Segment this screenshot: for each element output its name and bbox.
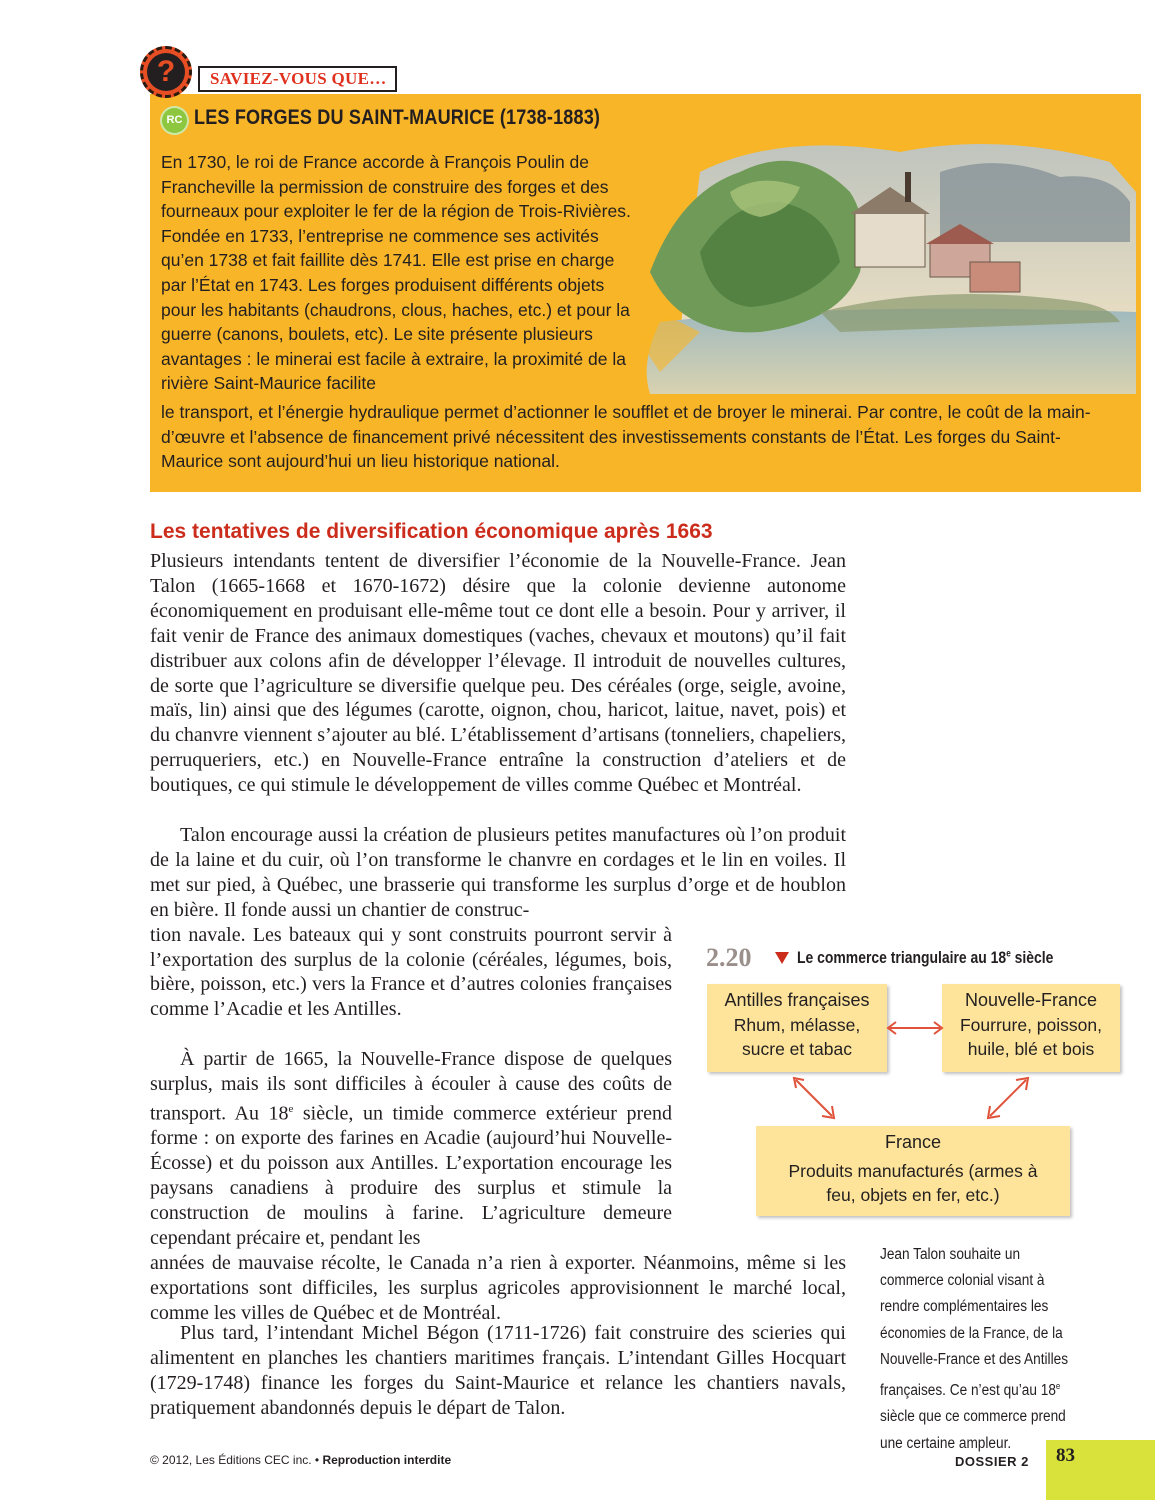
box-france-desc: Produits manufacturés (armes à feu, objets en fer, etc.) bbox=[788, 1161, 1038, 1205]
paragraph-3-part-a: À partir de 1665, la Nouvelle-France dispose de quelques surplus, mais ils sont difficiles à écouler à cause des coûts de transport. Au bbox=[150, 1048, 672, 1125]
figure-title-b: siècle bbox=[1010, 948, 1054, 967]
caption-part-b: siècle que ce commerce prend une certaine ampleur. bbox=[880, 1408, 1066, 1452]
paragraph-2-full: Talon encourage aussi la création de plusieurs petites manufactures où l’on produit de la laine et du cuir, où l’on transforme le chanvre en cordages et le lin en voiles. Il met sur pied, à Québec, une brasserie qui transforme les surplus d’orge et de houblon en bière. Il fonde aussi un chantier de construc- bbox=[150, 824, 846, 921]
caption-part-a: Jean Talon souhaite un commerce colonial visant à rendre complémentaires les économies de la France, de la Nouvelle-France et des Antilles françaises. Ce n’est qu’au 18 bbox=[880, 1246, 1069, 1400]
dossier-label: DOSSIER 2 bbox=[955, 1454, 1029, 1469]
figure-title-sup: e bbox=[1006, 948, 1011, 960]
footer-copyright bbox=[150, 1453, 451, 1467]
question-mark-glyph: ? bbox=[147, 53, 185, 91]
paragraph-2-narrow: tion navale. Les bateaux qui y sont construits pourront servir à l’exportation des surplus de la colonie (céréales, légumes, bois, bière, poisson, etc.) vers la France et d’autres colonies françaises comme l’Acadie et les Antilles. bbox=[150, 923, 672, 1021]
sidebar-title: LES FORGES DU SAINT-MAURICE (1738-1883) bbox=[194, 106, 601, 129]
paragraph-3-full: années de mauvaise récolte, le Canada n’a rien à exporter. Néanmoins, même si les exportations sont difficiles, les surplus agricoles approvisionnent le marché local, comme les villes de Québec et de Montréal. bbox=[150, 1251, 846, 1324]
figure-title bbox=[797, 948, 1053, 968]
box-nouvelle-france-title: Nouvelle-France bbox=[964, 990, 1098, 1010]
question-mark-icon bbox=[140, 46, 192, 98]
reproduction-notice: Reproduction interdite bbox=[322, 1453, 452, 1467]
section-heading: Les tentatives de diversification économique après 1663 bbox=[150, 520, 713, 543]
paragraph-1: Plusieurs intendants tentent de diversifier l’économie de la Nouvelle-France. Jean Talon (1665-1668 et 1670-1672) désire que la colonie devienne autonome économiquement en produisant elle-même tout ce dont elle a besoin. Pour y arriver, il fait venir de France des animaux domestiques (vaches, chevaux et moutons) qu’il fait distribuer aux colons afin de développer l’élevage. Il introduit de nouvelles cultures, de sorte que l’agriculture se diversifie quelque peu. Des céréales (orge, seigle, avoine, maïs, lin) ainsi que des légumes (carotte, oignon, chou, haricot, laitue, navet, pois) et du chanvre viennent s’ajouter au blé. L’établissement d’artisans (tonneliers, chapeliers, perruqueriers, etc.) en Nouvelle-France entraîne la construction d’ateliers et de boutiques, ce qui stimule le développement de villes comme Québec et Montréal. bbox=[150, 550, 846, 797]
box-antilles-title: Antilles françaises bbox=[724, 990, 870, 1010]
trade-arrows bbox=[700, 1010, 1140, 1130]
sidebar-paragraph-a: En 1730, le roi de France accorde à François Poulin de Francheville la permission de construire des forges et des fourneaux pour exploiter le fer de la région de Trois-Rivières. Fondée en 1733, l’entreprise ne commence ses activités qu’en 1738 et fait faillite dès 1741. Elle est prise en charge par l’État en 1743. Les forges produisent différents objets pour les habitants (chaudrons, clous, haches, etc.) et pour la guerre (canons, boulets, etc). Le site présente plusieurs avantages : le minerai est facile à extraire, la proximité de la rivière Saint-Maurice facilite bbox=[161, 152, 631, 394]
arrow-nouvelle-france-france bbox=[990, 1080, 1026, 1116]
saviez-vous-que-tag: SAVIEZ-VOUS QUE… bbox=[198, 66, 397, 92]
figure-title-a: Le commerce triangulaire au 18 bbox=[797, 948, 1007, 967]
paragraph-3-part-b: siècle, un timide commerce extérieur prend forme : on exporte des farines en Acadie (aujourd’hui Nouvelle-Écosse) et du poisson aux Antilles. L’exportation encourage les paysans canadiens à produire des surplus et stimule la construction de moulins à farine. L’agriculture demeure cependant précaire et, pendant les bbox=[150, 1102, 673, 1249]
triangle-down-icon bbox=[775, 952, 789, 964]
sidebar-paragraph-b: le transport, et l’énergie hydraulique permet d’actionner le soufflet et de broyer le minerai. Par contre, le coût de la main-d’œuvre et l’absence de financement privé nécessitent des investissements constants de l’État. Les forges du Saint-Maurice sont aujourd’hui un lieu historique national. bbox=[161, 402, 1091, 472]
caption-sup: e bbox=[1055, 1381, 1061, 1392]
page-number: 83 bbox=[1056, 1445, 1075, 1466]
box-antilles-desc: Rhum, mélasse, sucre et tabac bbox=[733, 1015, 861, 1059]
paragraph-3-sup: e bbox=[288, 1102, 294, 1115]
paragraph-3-narrow bbox=[150, 1047, 672, 1251]
figure-number: 2.20 bbox=[706, 943, 752, 972]
forges-illustration bbox=[640, 132, 1136, 394]
paragraph-3-century: 18 bbox=[268, 1102, 289, 1125]
figure-caption bbox=[880, 1242, 1082, 1457]
rc-icon: RC bbox=[162, 108, 187, 133]
box-nouvelle-france-desc: Fourrure, poisson, huile, blé et bois bbox=[959, 1015, 1102, 1059]
copyright-text: © 2012, Les Éditions CEC inc. • bbox=[150, 1453, 320, 1467]
box-france bbox=[756, 1126, 1070, 1216]
paragraph-4: Plus tard, l’intendant Michel Bégon (1711-1726) fait construire des scieries qui alimentent en planches les chantiers maritimes français. L’intendant Gilles Hocquart (1729-1748) finance les forges du Saint-Maurice et relance les chantiers navals, pratiquement abandonnés depuis le départ de Talon. bbox=[150, 1322, 846, 1419]
arrow-antilles-france bbox=[796, 1080, 832, 1116]
box-france-title: France bbox=[884, 1132, 942, 1152]
